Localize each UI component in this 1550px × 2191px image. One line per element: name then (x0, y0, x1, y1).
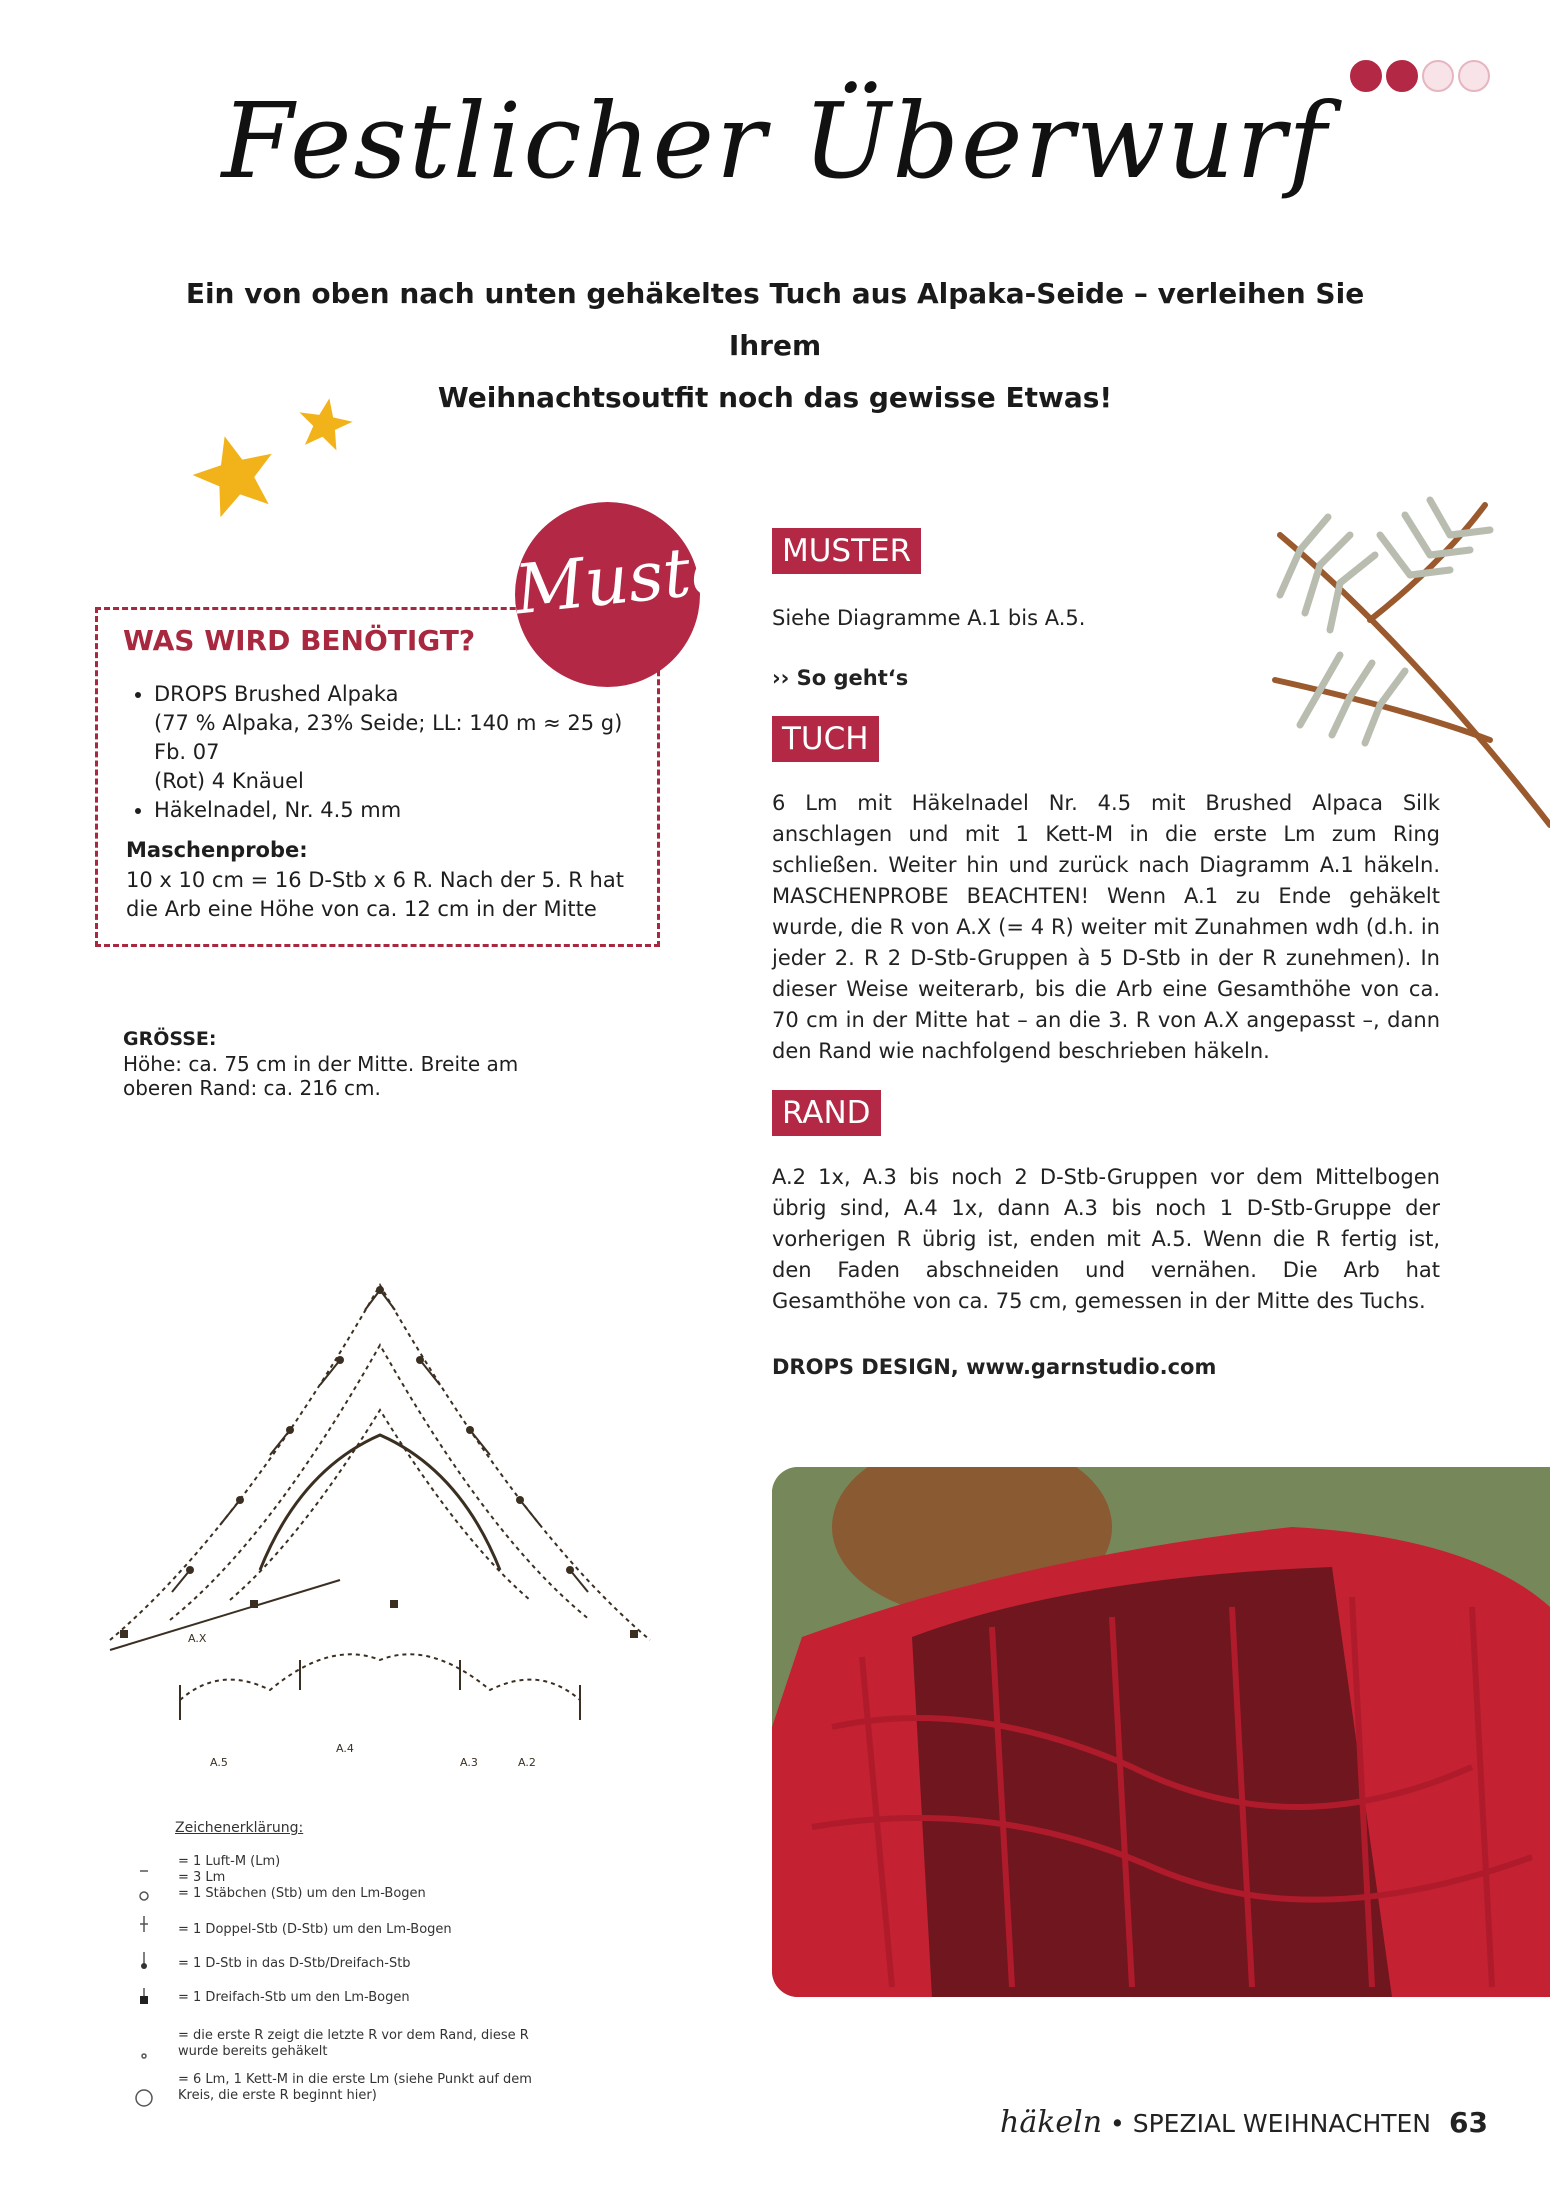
star-icon (185, 426, 284, 522)
page-number: 63 (1448, 2106, 1488, 2139)
shawl-photo (772, 1467, 1550, 1997)
legend-heading: Zeichenerklärung: (175, 1820, 304, 1836)
footer-section: SPEZIAL WEIHNACHTEN (1132, 2109, 1432, 2138)
muster-seal-badge (511, 502, 767, 687)
size-text: Höhe: ca. 75 cm in der Mitte. Breite am oberen Rand: ca. 216 cm. (123, 1052, 519, 1100)
difficulty-dot-empty (1422, 60, 1454, 92)
legend-item: = 1 Dreifach-Stb um den Lm-Bogen (178, 1990, 410, 2005)
subtitle-line-2: Weihnachtsoutfit noch das gewisse Etwas! (437, 381, 1113, 414)
seal-label: Muster (511, 525, 767, 631)
legend-item: = 1 Luft-M (Lm) (178, 1854, 281, 1869)
material-yarn-color: (Rot) 4 Knäuel (154, 769, 304, 793)
muster-text: Siehe Diagramme A.1 bis A.5. (772, 606, 1086, 630)
section-label-rand: RAND (772, 1090, 881, 1136)
rand-text: A.2 1x, A.3 bis noch 2 D-Stb-Gruppen vor dem Mittelbogen übrig sind, A.4 1x, dann A.3 bis noch 1 D-Stb-Gruppe der vorherigen R übrig ist, enden mit A.5. Wenn die R fertig ist, den Faden abschneiden und vernähen. Die Arb hat Gesamthöhe von ca. 75 cm, gemessen in der Mitte des Tuchs. (772, 1165, 1440, 1313)
difficulty-dot-filled (1350, 60, 1382, 92)
materials-list (128, 680, 654, 825)
legend-item: = 6 Lm, 1 Kett-M in die erste Lm (siehe Punkt auf dem Kreis, die erste R beginnt hier) (178, 2072, 532, 2103)
legend-item: = 3 Lm (178, 1870, 226, 1885)
tuch-text: 6 Lm mit Häkelnadel Nr. 4.5 mit Brushed Alpaca Silk anschlagen und mit 1 Kett-M in die erste Lm zum Ring schließen. Weiter hin und zurück nach Diagramm A.1 häkeln. MASCHENPROBE BEACHTEN! Wenn A.1 zu Ende gehäkelt wurde, die R von A.X (= 4 R) weiter mit Zunahmen wdh (d.h. in jeder 2. R 2 D-Stb-Gruppen à 5 D-Stb in der R zunehmen). In dieser Weise weiterarb, bis die Arb eine Gesamthöhe von ca. 70 cm in der Mitte hat – an die 3. R von A.X angepasst –, dann den Rand wie nachfolgend beschrieben häkeln. (772, 791, 1440, 1063)
difficulty-dot-empty (1458, 60, 1490, 92)
footer-brand: häkeln (1000, 2105, 1103, 2140)
legend-item: = 1 D-Stb in das D-Stb/Dreifach-Stb (178, 1956, 411, 1971)
difficulty-rating (1350, 60, 1490, 92)
star-decoration (180, 390, 360, 540)
list-item: • Häkelnadel, Nr. 4.5 mm (154, 796, 654, 825)
diagram-label-a3: A.3 (460, 1756, 478, 1769)
materials-heading: WAS WIRD BENÖTIGT? (123, 624, 476, 657)
difficulty-dot-filled (1386, 60, 1418, 92)
diagram-label-a5: A.5 (210, 1756, 228, 1769)
howto-link: ›› So geht‘s (772, 666, 909, 690)
section-label-muster: MUSTER (772, 528, 921, 574)
legend-item: = 1 Doppel-Stb (D-Stb) um den Lm-Bogen (178, 1922, 452, 1937)
legend-item: = 1 Stäbchen (Stb) um den Lm-Bogen (178, 1886, 426, 1901)
gauge-heading: Maschenprobe: (126, 838, 308, 862)
list-item (154, 680, 654, 796)
material-yarn: DROPS Brushed Alpaka (154, 682, 399, 706)
material-yarn-detail: (77 % Alpaka, 23% Seide; LL: 140 m ≈ 25 g) Fb. 07 (154, 711, 623, 764)
legend-item: = die erste R zeigt die letzte R vor dem Rand, diese R wurde bereits gehäkelt (178, 2028, 529, 2059)
legend-symbols (130, 1866, 160, 2116)
gauge-text: 10 x 10 cm = 16 D-Stb x 6 R. Nach der 5. R hat die Arb eine Höhe von ca. 12 cm in der Mitte (126, 868, 624, 921)
design-credit: DROPS DESIGN, www.garnstudio.com (772, 1355, 1217, 1379)
crochet-diagram (100, 1270, 660, 1780)
diagram-label-ax: A.X (188, 1632, 207, 1645)
legend (175, 1820, 535, 2104)
star-icon (294, 394, 356, 453)
subtitle-line-1: Ein von oben nach unten gehäkeltes Tuch aus Alpaka-Seide – verleihen Sie Ihrem (185, 277, 1365, 362)
page-title: Festlicher Überwurf (221, 80, 1329, 202)
page-footer (1000, 2105, 1488, 2140)
footer-separator: • (1110, 2109, 1125, 2138)
diagram-label-a4: A.4 (336, 1742, 354, 1755)
section-label-tuch: TUCH (772, 716, 879, 762)
pine-branch-decoration (1260, 495, 1550, 835)
diagram-label-a2: A.2 (518, 1756, 536, 1769)
size-heading: GRÖSSE: (123, 1028, 217, 1050)
